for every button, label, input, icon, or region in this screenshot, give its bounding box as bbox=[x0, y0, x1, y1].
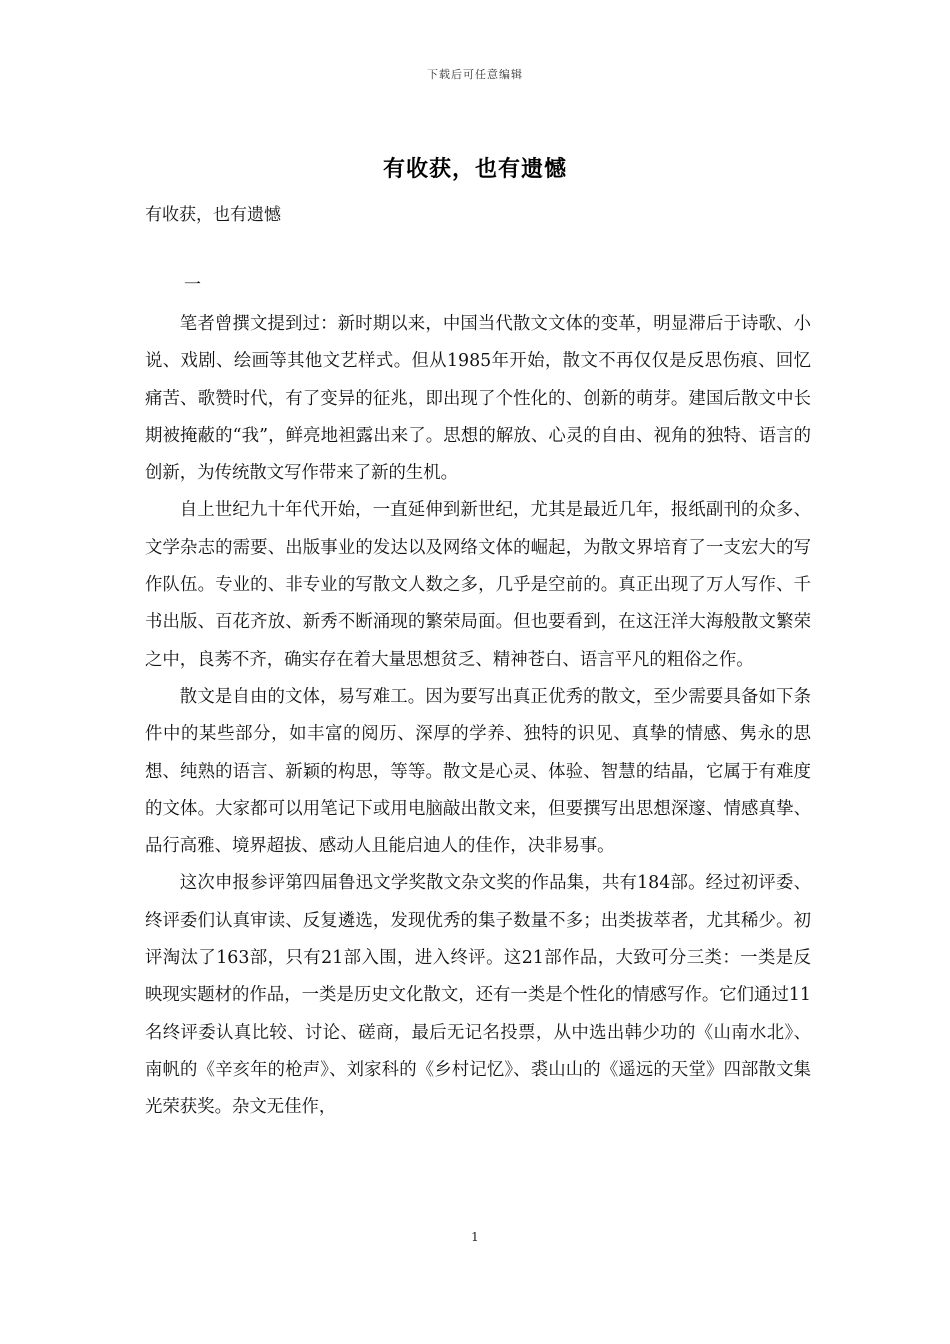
paragraph: 自上世纪九十年代开始，一直延伸到新世纪，尤其是最近几年，报纸副刊的众多、文学杂志的需要、出版事业的发达以及网络文体的崛起，为散文界培育了一支宏大的写作队伍。专业的、非专业的写散文人数之多，几乎是空前的。真正出现了万人写作、千书出版、百花齐放、新秀不断涌现的繁荣局面。但也要看到，在这汪洋大海般散文繁荣之中，良莠不齐，确实存在着大量思想贫乏、精神苍白、语言平凡的粗俗之作。 bbox=[145, 500, 811, 670]
paragraph: 散文是自由的文体，易写难工。因为要写出真正优秀的散文，至少需要具备如下条件中的某些部分，如丰富的阅历、深厚的学养、独特的识见、真挚的情感、隽永的思想、纯熟的语言、新颖的构思，等等。散文是心灵、体验、智慧的结晶，它属于有难度的文体。大家都可以用笔记下或用电脑敲出散文来，但要撰写出思想深邃、情感真挚、品行高雅、境界超拔、感动人且能启迪人的佳作，决非易事。 bbox=[145, 686, 811, 857]
paragraph: 笔者曾撰文提到过：新时期以来，中国当代散文文体的变革，明显滞后于诗歌、小说、戏剧、绘画等其他文艺样式。但从1985年开始，散文不再仅仅是反思伤痕、回忆痛苦、歌赞时代，有了变异的征兆，即出现了个性化的、创新的萌芽。建国后散文中长期被掩蔽的“我”，鲜亮地袒露出来了。思想的解放、心灵的自由、视角的独特、语言的创新，为传统散文写作带来了新的生机。 bbox=[145, 314, 811, 484]
page-number: 1 bbox=[471, 1230, 479, 1244]
header-note: 下载后可任意编辑 bbox=[427, 68, 523, 81]
document-title: 有收获，也有遗憾 bbox=[382, 156, 567, 182]
section-number: 一 bbox=[184, 275, 201, 295]
document-subtitle: 有收获，也有遗憾 bbox=[145, 205, 281, 225]
document-body bbox=[145, 306, 811, 1127]
paragraph: 这次申报参评第四届鲁迅文学奖散文杂文奖的作品集，共有184部。经过初评委、终评委们认真审读、反复遴选，发现优秀的集子数量不多；出类拔萃者，尤其稀少。初评淘汰了163部，只有21部入围，进入终评。这21部作品，大致可分三类：一类是反映现实题材的作品，一类是历史文化散文，还有一类是个性化的情感写作。它们通过11名终评委认真比较、讨论、磋商，最后无记名投票，从中选出韩少功的《山南水北》、南帆的《辛亥年的枪声》、刘家科的《乡村记忆》、裘山山的《遥远的天堂》四部散文集光荣获奖。杂文无佳作， bbox=[145, 873, 811, 1118]
